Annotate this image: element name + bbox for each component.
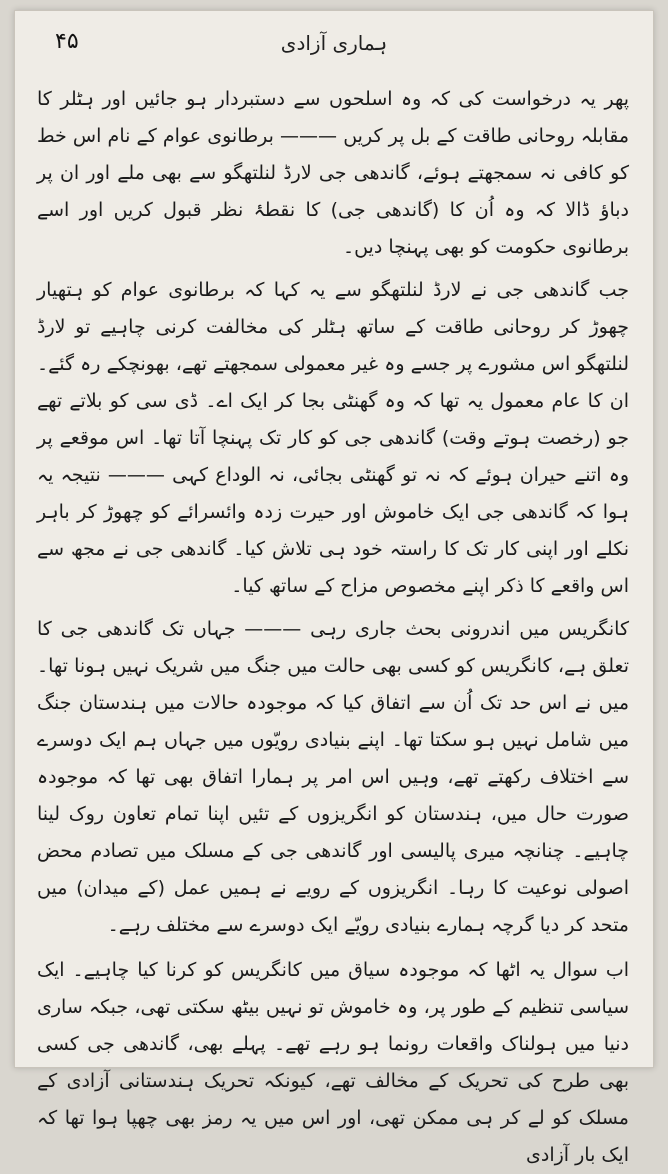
paragraph: جب گاندھی جی نے لارڈ لنلتھگو سے یہ کہا کہ برطانوی عوام کو ہتھیار چھوڑ کر روحانی طاقت کے ساتھ ہٹلر کی مخالفت کرنی چاہیے تو لارڈ لنلتھگو اس مشورے پر جسے وہ غیر معمولی سمجھتے تھے، بھونچکے رہ گئے۔ ان کا عام معمول یہ تھا کہ وہ گھنٹی بجا کر ایک اے۔ ڈی سی کو بلاتے تھے جو (رخصت ہوتے وقت) گاندھی جی کو کار تک پہنچا آتا تھا۔ اس موقعے پر وہ اتنے حیران ہوئے کہ نہ تو گھنٹی بجائی، نہ الوداع کہی ——— نتیجہ یہ ہوا کہ گاندھی جی ایک خاموش اور حیرت زدہ وائسرائے کو چھوڑ کر باہر نکلے اور اپنی کار تک کا راستہ خود ہی تلاش کیا۔ گاندھی جی نے مجھ سے اس واقعے کا ذکر اپنے مخصوص مزاح کے ساتھ کیا۔ xyxy=(37,279,629,597)
book-page xyxy=(14,10,654,1166)
page-header xyxy=(15,29,653,69)
paragraph: اب سوال یہ اٹھا کہ موجودہ سیاق میں کانگریس کو کرنا کیا چاہیے۔ ایک سیاسی تنظیم کے طور پر، وہ خاموش تو نہیں بیٹھ سکتی تھی، جبکہ ساری دنیا میں ہولناک واقعات رونما ہو رہے تھے۔ پہلے بھی، گاندھی جی کسی بھی طرح کی تحریک کے مخالف تھے، کیونکہ تحریک ہندستانی آزادی کے مسلک کو لے کر ہی ممکن تھی، اور اس میں یہ رمز بھی چھپا ہوا تھا کہ ایک بار آزادی xyxy=(37,959,629,1166)
paragraph: پھر یہ درخواست کی کہ وہ اسلحوں سے دستبردار ہو جائیں اور ہٹلر کا مقابلہ روحانی طاقت کے بل پر کریں ——— برطانوی عوام کے نام اس خط کو کافی نہ سمجھتے ہوئے، گاندھی جی لارڈ لنلتھگو سے بھی ملے اور ان پر دباؤ ڈالا کہ وہ اُن کا (گاندھی جی) کا نقطۂ نظر قبول کریں اور اسے برطانوی حکومت کو بھی پہنچا دیں۔ xyxy=(37,88,629,258)
page-number: ۴۵ xyxy=(55,29,79,54)
body-text xyxy=(37,81,629,1174)
paragraph: کانگریس میں اندرونی بحث جاری رہی ——— جہاں تک گاندھی جی کا تعلق ہے، کانگریس کو کسی بھی حالت میں جنگ میں شریک نہیں ہونا تھا۔ میں نے اس حد تک اُن سے اتفاق کیا کہ موجودہ حالات میں ہندستان جنگ میں شامل نہیں ہو سکتا تھا۔ اپنے بنیادی رویّوں میں جہاں ہم ایک دوسرے سے اختلاف رکھتے تھے، وہیں اس امر پر ہمارا اتفاق بھی تھا کہ موجودہ صورت حال میں، ہندستان کو انگریزوں کے تئیں اپنا تمام تعاون روک لینا چاہیے۔ چنانچہ میری پالیسی اور گاندھی جی کے مسلک میں تصادم محض اصولی نوعیت کا رہا۔ انگریزوں کے رویے نے ہمیں عمل (کے میدان) میں متحد کر دیا گرچہ ہمارے بنیادی رویّے ایک دوسرے سے مختلف رہے۔ xyxy=(37,618,629,936)
running-title: ہماری آزادی xyxy=(280,31,388,55)
